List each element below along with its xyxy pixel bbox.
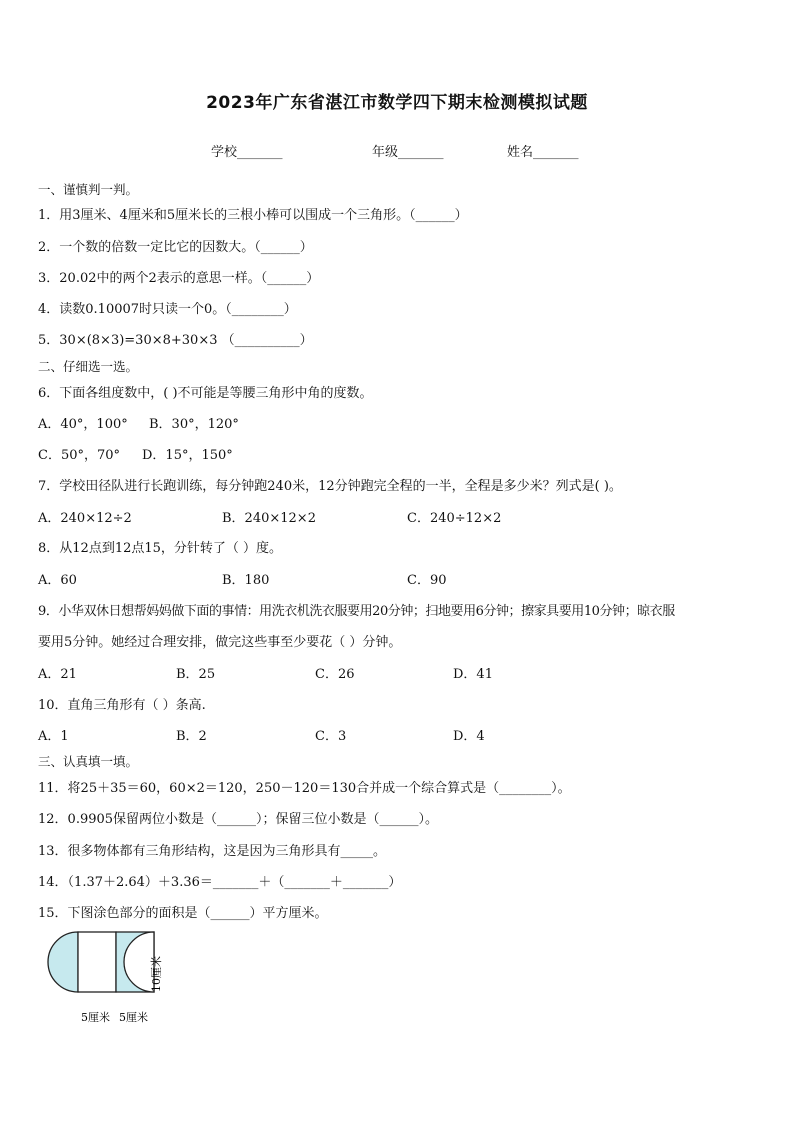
name-field: 姓名_______ xyxy=(507,145,579,160)
q10-option-d: D．4 xyxy=(453,729,485,744)
q9-option-c: C．26 xyxy=(315,667,355,682)
left-semicircle xyxy=(48,932,78,992)
school-field: 学校_______ xyxy=(211,145,283,160)
question-2: 2．一个数的倍数一定比它的因数大。（______） xyxy=(38,240,313,255)
section-2-heading: 二、仔细选一选。 xyxy=(38,359,139,374)
label-right-width: 5厘米 xyxy=(119,1011,148,1024)
label-left-width: 5厘米 xyxy=(81,1011,110,1024)
question-10: 10．直角三角形有（ ）条高. xyxy=(38,698,206,713)
question-9-line-1: 9．小华双休日想帮妈妈做下面的事情：用洗衣机洗衣服要用20分钟；扫地要用6分钟；擦家具要用10分钟；晾衣服 xyxy=(38,604,675,619)
question-15: 15．下图涂色部分的面积是（______）平方厘米。 xyxy=(38,906,328,921)
question-11: 11．将25＋35＝60，60×2＝120，250－120＝130合并成一个综合算式是（________）。 xyxy=(38,781,571,796)
q7-option-b: B．240×12×2 xyxy=(222,511,316,526)
section-3-heading: 三、认真填一填。 xyxy=(38,754,139,769)
middle-rectangle xyxy=(78,932,116,992)
q10-option-a: A．1 xyxy=(38,729,69,744)
grade-field: 年级_______ xyxy=(372,145,444,160)
question-9-line-2: 要用5分钟。她经过合理安排，做完这些事至少要花（ ）分钟。 xyxy=(38,635,402,650)
question-12: 12．0.9905保留两位小数是（______）；保留三位小数是（______）。 xyxy=(38,812,439,827)
q9-option-a: A．21 xyxy=(38,667,77,682)
label-height: 10厘米 xyxy=(150,956,163,992)
q6-option-a: A．40°，100° xyxy=(38,417,128,432)
question-7: 7．学校田径队进行长跑训练，每分钟跑240米，12分钟跑完全程的一半，全程是多少米？列式是( )。 xyxy=(38,479,622,494)
q6-option-c: C．50°，70° xyxy=(38,448,121,463)
question-5: 5．30×(8×3)=30×8+30×3 （__________） xyxy=(38,333,313,348)
q6-option-d: D．15°，150° xyxy=(142,448,233,463)
q8-option-c: C．90 xyxy=(407,573,447,588)
question-4: 4．读数0.10007时只读一个0。（________） xyxy=(38,302,297,317)
question-13: 13．很多物体都有三角形结构，这是因为三角形具有_____。 xyxy=(38,844,387,859)
q10-option-b: B．2 xyxy=(176,729,207,744)
page-title: 2023年广东省湛江市数学四下期末检测模拟试题 xyxy=(206,93,588,113)
q6-option-b: B．30°，120° xyxy=(149,417,239,432)
q9-option-d: D．41 xyxy=(453,667,493,682)
shaded-area-figure xyxy=(36,928,186,1028)
q10-option-c: C．3 xyxy=(315,729,347,744)
q8-option-a: A．60 xyxy=(38,573,77,588)
q8-option-b: B．180 xyxy=(222,573,270,588)
question-14: 14．（1.37＋2.64）＋3.36＝_______＋（_______＋_______） xyxy=(38,875,402,890)
question-3: 3．20.02中的两个2表示的意思一样。（______） xyxy=(38,271,320,286)
question-1: 1．用3厘米、4厘米和5厘米长的三根小棒可以围成一个三角形。（______） xyxy=(38,208,468,223)
q7-option-a: A．240×12÷2 xyxy=(38,511,132,526)
question-6: 6．下面各组度数中，( )不可能是等腰三角形中角的度数。 xyxy=(38,386,373,401)
section-1-heading: 一、谨慎判一判。 xyxy=(38,182,139,197)
q9-option-b: B．25 xyxy=(176,667,216,682)
question-8: 8．从12点到12点15，分针转了（ ）度。 xyxy=(38,541,283,556)
q7-option-c: C．240÷12×2 xyxy=(407,511,502,526)
